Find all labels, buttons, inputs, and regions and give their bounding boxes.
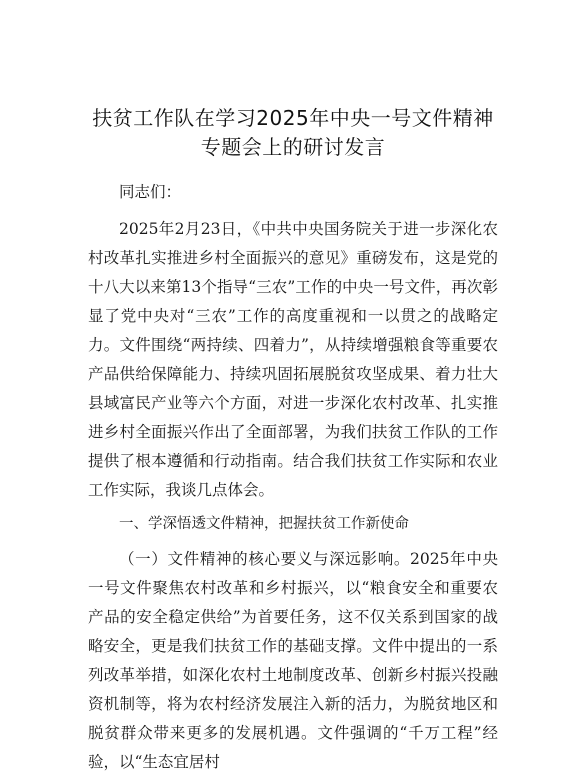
intro-paragraph: 2025年2月23日，《中共中央国务院关于进一步深化农村改革扎实推进乡村全面振兴的意见》重磅发布，这是党的十八大以来第13个指导“三农”工作的中央一号文件，再次彰显了党中央对“三农”工作的高度重视和一以贯之的战略定力。文件围绕“两持续、四着力”，从持续增强粮食等重要农产品供给保障能力、持续巩固拓展脱贫攻坚成果、着力壮大县域富民产业等六个方面，对进一步深化农村改革、扎实推进乡村全面振兴作出了全面部署，为我们扶贫工作队的工作提供了根本遵循和行动指南。结合我们扶贫工作实际和农业工作实际，我谈几点体会。 [88, 220, 498, 499]
section-paragraph: （一）文件精神的核心要义与深远影响。2025年中央一号文件聚焦农村改革和乡村振兴，以“粮食安全和重要农产品的安全稳定供给”为首要任务，这不仅关系到国家的战略安全，更是我们扶贫工作的基础支撑。文件中提出的一系列改革举措，如深化农村土地制度改革、创新乡村振兴投融资机制等，将为农村经济发展注入新的活力，为脱贫地区和脱贫群众带来更多的发展机遇。文件强调的“千万工程”经验，以“生态宜居村 [88, 550, 498, 771]
document-title: 扶贫工作队在学习2025年中央一号文件精神专题会上的研讨发言 [92, 106, 494, 159]
salutation: 同志们： [119, 183, 182, 201]
section-heading: 一、学深悟透文件精神，把握扶贫工作新使命 [119, 516, 409, 532]
